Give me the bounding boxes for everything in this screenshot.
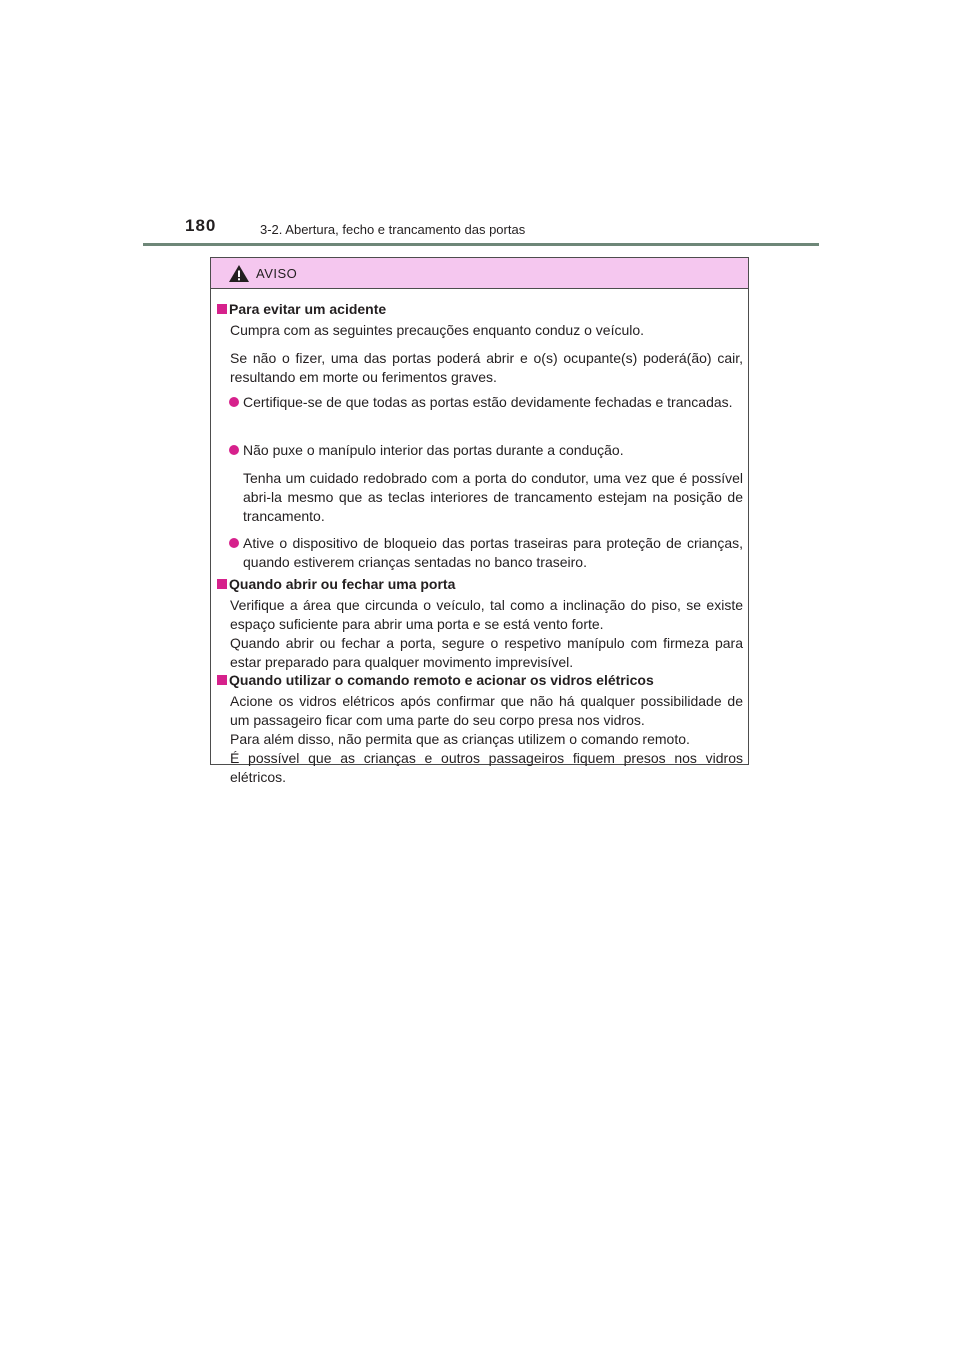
bullet-note: Tenha um cuidado redobrado com a porta do condutor, uma vez que é possível abri-la mesmo que as teclas interiores de trancamento estejam na posição de trancamento. (243, 470, 743, 524)
section-title: 3-2. Abertura, fecho e trancamento das portas (260, 222, 526, 237)
section-heading: Quando utilizar o comando remoto e acionar os vidros elétricos (229, 672, 654, 688)
section-heading: Quando abrir ou fechar uma porta (229, 576, 455, 592)
paragraph: Verifique a área que circunda o veículo, tal como a inclinação do piso, se existe espaço suficiente para abrir uma porta e se está vento forte. (230, 597, 743, 632)
header-divider (143, 243, 819, 246)
paragraph: Quando abrir ou fechar a porta, segure o respetivo manípulo com firmeza para estar preparado para qualquer movimento imprevisível. (230, 635, 743, 670)
square-bullet-icon (217, 675, 227, 685)
page-header (143, 216, 819, 246)
circle-bullet-icon (229, 538, 239, 548)
list-item: Ative o dispositivo de bloqueio das portas traseiras para proteção de crianças, quando estiverem crianças sentadas no banco traseiro. (243, 534, 743, 572)
list-item: Certifique-se de que todas as portas estão devidamente fechadas e trancadas. (243, 393, 743, 412)
paragraph: Para além disso, não permita que as crianças utilizem o comando remoto. (230, 731, 690, 747)
circle-bullet-icon (229, 445, 239, 455)
list-item: Não puxe o manípulo interior das portas durante a condução. (243, 441, 743, 460)
page-number: 180 (185, 216, 217, 235)
paragraph: Se não o fizer, uma das portas poderá abrir e o(s) ocupante(s) poderá(ão) cair, resultando em morte ou ferimentos graves. (230, 350, 743, 385)
circle-bullet-icon (229, 397, 239, 407)
paragraph: É possível que as crianças e outros passageiros fiquem presos nos vidros elétricos. (230, 750, 743, 785)
square-bullet-icon (217, 304, 227, 314)
warning-title: AVISO (256, 266, 298, 281)
paragraph: Acione os vidros elétricos após confirmar que não há qualquer possibilidade de um passageiro ficar com uma parte do seu corpo presa nos vidros. (230, 693, 743, 728)
paragraph: Cumpra com as seguintes precauções enquanto conduz o veículo. (230, 322, 645, 338)
warning-header (211, 258, 748, 289)
section-heading: Para evitar um acidente (229, 301, 386, 317)
warning-box (210, 257, 749, 785)
warning-triangle-icon (228, 264, 250, 283)
square-bullet-icon (217, 579, 227, 589)
